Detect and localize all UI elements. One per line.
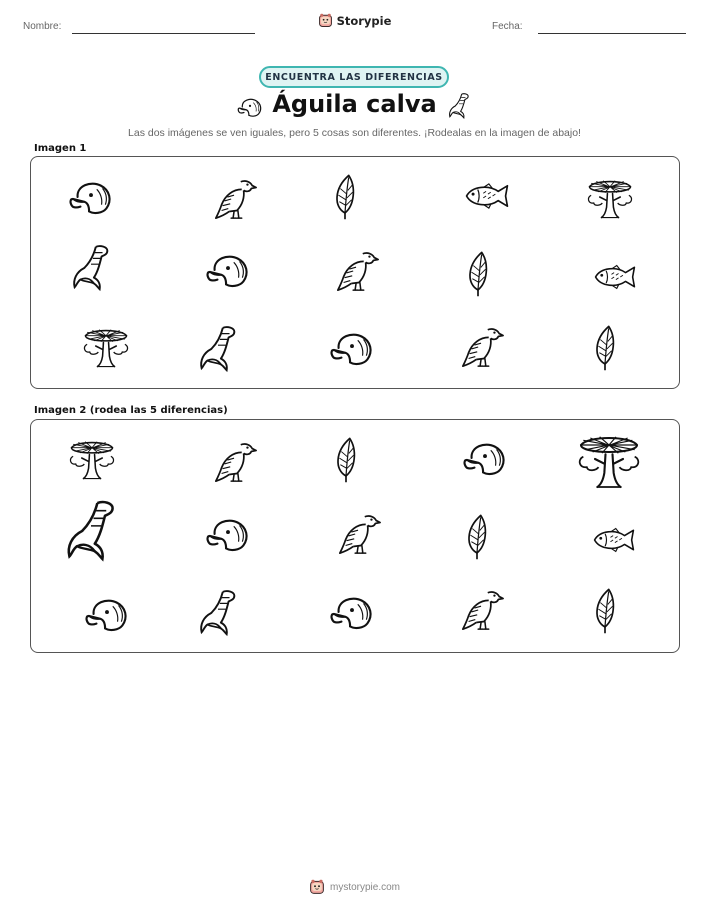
- page-title: Águila calva: [272, 90, 437, 118]
- eagle-head-icon[interactable]: [205, 514, 251, 554]
- date-label: Fecha:: [492, 21, 523, 32]
- eagle-head-icon[interactable]: [329, 592, 375, 632]
- eagle-icon[interactable]: [459, 586, 505, 634]
- instructions: Las dos imágenes se ven iguales, pero 5 cosas son diferentes. ¡Rodealas en la imagen de abajo!: [128, 127, 581, 139]
- eagle-icon[interactable]: [336, 510, 382, 558]
- footer: [0, 879, 709, 895]
- brand-name: Storypie: [336, 13, 392, 28]
- talon-icon: [446, 92, 472, 120]
- fish-icon: [590, 262, 640, 292]
- eagle-head-icon: [329, 328, 375, 368]
- feather-icon: [590, 322, 620, 374]
- feather-icon[interactable]: [590, 585, 620, 637]
- name-label: Nombre:: [23, 21, 62, 32]
- eagle-head-icon: [68, 177, 114, 217]
- feather-icon[interactable]: [462, 511, 492, 563]
- nest-tree-icon[interactable]: [574, 426, 644, 492]
- eagle-icon: [459, 323, 505, 371]
- feather-icon: [330, 171, 360, 223]
- eagle-head-icon[interactable]: [84, 594, 130, 634]
- nest-tree-icon[interactable]: [66, 434, 118, 482]
- fish-icon[interactable]: [589, 525, 639, 555]
- feather-icon: [463, 248, 493, 300]
- eagle-head-icon: [205, 250, 251, 290]
- eagle-icon[interactable]: [212, 438, 258, 486]
- nest-tree-icon: [80, 322, 132, 370]
- name-line[interactable]: [72, 33, 255, 34]
- talon-icon[interactable]: [195, 588, 241, 638]
- date-line[interactable]: [538, 33, 686, 34]
- worksheet-tag: ENCUENTRA LAS DIFERENCIAS: [259, 66, 449, 88]
- talon-icon[interactable]: [58, 498, 124, 564]
- image1-label: Imagen 1: [34, 143, 87, 154]
- storypie-logo-icon: [318, 13, 333, 28]
- eagle-icon: [334, 247, 380, 295]
- talon-icon: [68, 243, 114, 293]
- eagle-head-icon[interactable]: [462, 438, 508, 478]
- storypie-logo-icon: [309, 879, 325, 895]
- image2-label: Imagen 2 (rodea las 5 diferencias): [34, 405, 228, 416]
- brand: [0, 13, 709, 28]
- talon-icon: [195, 324, 241, 374]
- eagle-icon: [212, 175, 258, 223]
- nest-tree-icon: [584, 173, 636, 221]
- feather-icon[interactable]: [331, 434, 361, 486]
- footer-site[interactable]: mystorypie.com: [329, 881, 400, 893]
- fish-icon: [461, 180, 513, 212]
